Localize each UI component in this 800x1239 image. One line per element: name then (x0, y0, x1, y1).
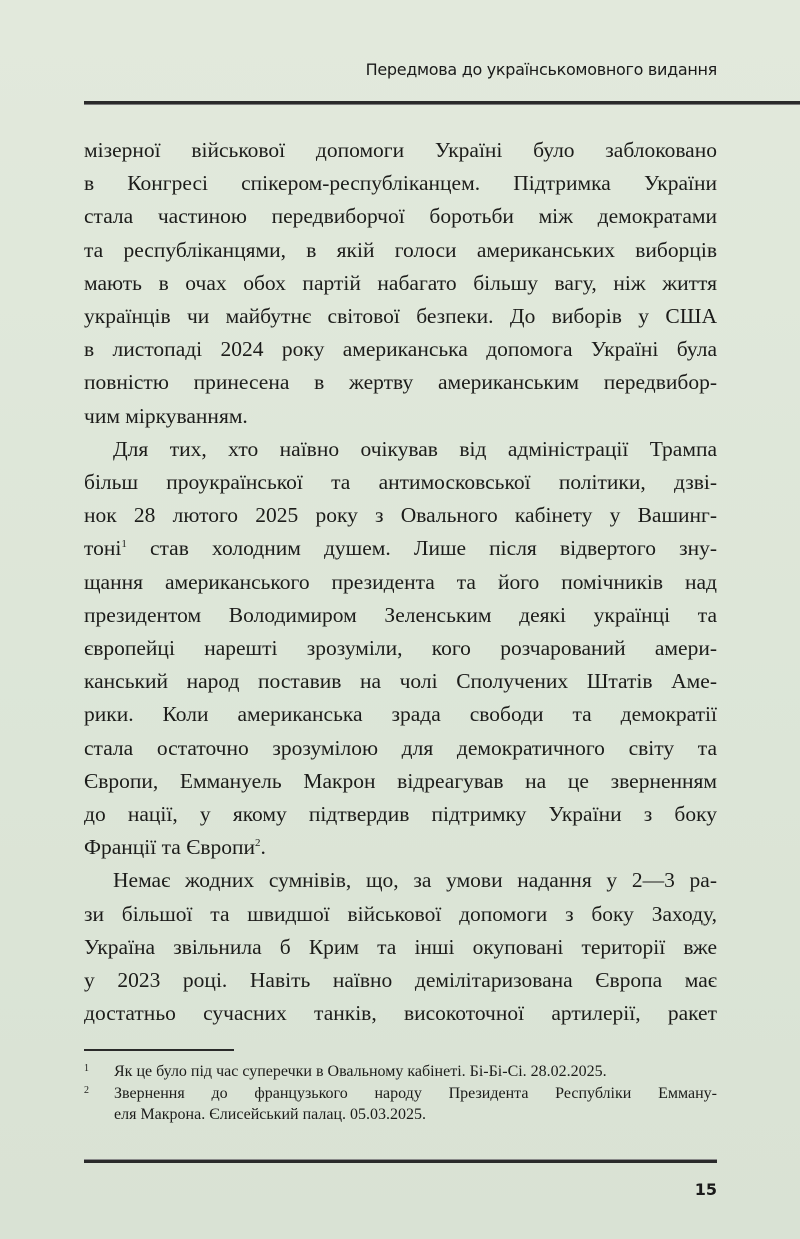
header-rule (84, 101, 800, 105)
paragraph (84, 134, 717, 433)
main-text (84, 134, 717, 1030)
text-fragment: Франції та Європи (84, 835, 256, 860)
text-line: Європи, Еммануель Макрон відреагував на це зверненням (84, 768, 717, 793)
text-line: українців чи майбутнє світової безпеки. До виборів у США (84, 304, 717, 329)
text-line: мізерної військової допомоги Україні було заблоковано (84, 138, 717, 162)
footnote-number: 1 (84, 1063, 89, 1074)
text-line: стала частиною передвиборчої боротьби між демократами (84, 204, 717, 229)
text-line: щання американського президента та його помічників над (84, 569, 717, 594)
footnote-text: еля Макрона. Єлисейський палац. 05.03.2025. (114, 1106, 427, 1123)
footnotes (84, 1061, 717, 1126)
footnote-ref-2[interactable]: 2 (255, 837, 261, 850)
footnote-ref-1[interactable]: 1 (121, 538, 127, 551)
footnote-1 (84, 1061, 717, 1083)
paragraph (84, 864, 717, 1030)
text-fragment: став холодним душем. Лише після відвертого зну- (126, 536, 717, 561)
text-line: мають в очах обох партій набагато більшу вагу, ніж життя (84, 270, 717, 295)
text-line: достатньо сучасних танків, високоточної артилерії, ракет (84, 1001, 717, 1026)
page-number: 15 (694, 1180, 717, 1199)
text-line: та республіканцями, в якій голоси американських виборців (84, 237, 717, 262)
paragraph (84, 433, 717, 865)
text-line: в Конгресі спікером-республіканцем. Підтримка України (84, 171, 717, 196)
text-line-with-footnote (84, 532, 717, 565)
text-line: рики. Коли американська зрада свободи та демократії (84, 702, 717, 727)
text-line: нок 28 лютого 2025 року з Овального кабінету у Вашинг- (84, 503, 717, 528)
text-line: Україна звільнила б Крим та інші окуповані території вже (84, 934, 717, 959)
running-header-title: Передмова до українськомовного видання (365, 60, 717, 79)
text-line: більш проукраїнської та антимосковської політики, дзві- (84, 470, 717, 495)
text-line: канський народ поставив на чолі Сполучених Штатів Аме- (84, 669, 717, 694)
text-line: зи більшої та швидшої військової допомоги з боку Заходу, (84, 901, 717, 926)
text-line: в листопаді 2024 року американська допомога Україні була (84, 337, 717, 362)
text-line: до нації, у якому підтвердив підтримку України з боку (84, 802, 717, 827)
footnote-2 (84, 1083, 717, 1126)
footnote-text: Як це було під час суперечки в Овальному кабінеті. Бі-Бі-Сі. 28.02.2025. (114, 1063, 607, 1080)
footnote-text: Звернення до французького народу Президента Республіки Емману- (114, 1084, 717, 1102)
text-line-with-footnote (84, 831, 717, 864)
text-fragment: тоні (84, 536, 122, 561)
text-line: Немає жодних сумнівів, що, за умови надання у 2—3 ра- (113, 868, 717, 893)
text-line: президентом Володимиром Зеленським деякі українці та (84, 602, 717, 627)
text-fragment: . (260, 835, 266, 860)
text-line: чим міркуванням. (84, 403, 248, 428)
text-line: повністю принесена в жертву американським передвибор- (84, 370, 717, 395)
text-line: європейці нарешті зрозуміли, кого розчарований амери- (84, 636, 717, 661)
text-line: Для тих, хто наївно очікував від адміністрації Трампа (113, 436, 717, 461)
footnote-number: 2 (84, 1084, 89, 1096)
text-line: у 2023 році. Навіть наївно демілітаризована Європа має (84, 968, 717, 993)
text-line: стала остаточно зрозумілою для демократичного світу та (84, 735, 717, 760)
footnote-separator (84, 1049, 234, 1051)
footer-rule (84, 1159, 717, 1163)
